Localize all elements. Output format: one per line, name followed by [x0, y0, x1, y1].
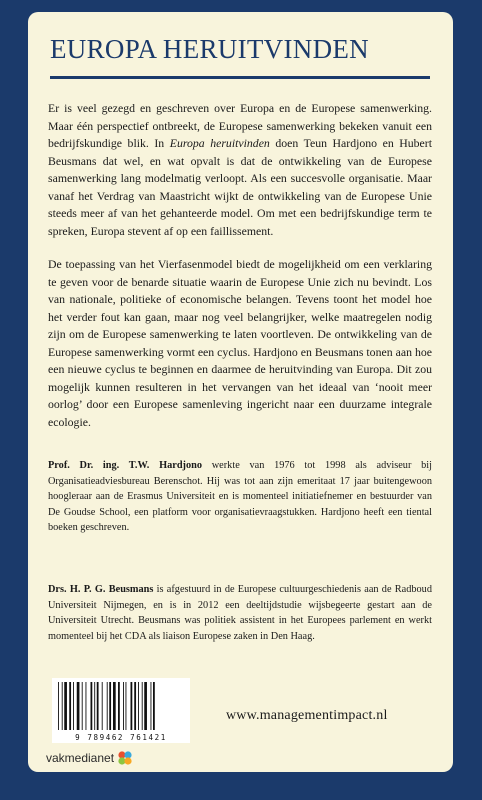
barcode-bar [77, 682, 80, 730]
barcode-bar [69, 682, 71, 730]
barcode-bar [73, 682, 74, 730]
barcode-bar [113, 682, 116, 730]
blurb-paragraph-1: Er is veel gezegd en geschreven over Europa en de Europese samenwerking. Maar één perspectief ontbreekt, de Europese samenwerking bekeken vanuit een bedrijfskundige blik. In Europa heruitvinden doen Teun Hardjono en Hubert Beusmans dat wel, en wat opvalt is dat de ontwikkeling van de Europese samenwerking lang modelmatig verloopt. Als een succesvolle organisatie. Maar vanaf het Verdrag van Maastricht wijkt de ontwikkeling van de Europese Unie steeds meer af van het gehanteerde model. Om met een bedrijfskundige term te spreken, Europa stevent af op een faillissement. [48, 101, 432, 238]
barcode-bar [153, 682, 155, 730]
barcode-bar [94, 682, 95, 730]
barcode-bar [118, 682, 120, 730]
publisher-logo [46, 750, 133, 766]
blurb [48, 100, 432, 447]
barcode-bar [131, 682, 133, 730]
author-bio-hardjono: Prof. Dr. ing. T.W. Hardjono werkte van 1976 tot 1998 als adviseur bij Organisatieadviesbureau Berenschot. Hij was tot aan zijn emeritaat 17 jaar buitengewoon hoogleraar aan de Erasmus Universiteit en is momenteel initiatiefnemer en bestuurder van De Goudse School, een platform voor organisatievraagstukken. Hardjono heeft een tiental boeken geschreven. [48, 460, 432, 533]
barcode-bar [86, 682, 87, 730]
barcode-bar [142, 682, 143, 730]
barcode-bar [138, 682, 139, 730]
author-name: Drs. H. P. G. Beusmans [48, 584, 154, 595]
publisher-website: www.managementimpact.nl [226, 708, 388, 723]
publisher-logo-icon [117, 750, 133, 766]
isbn-number: 9 789462 761421 [75, 733, 167, 742]
barcode-bar [144, 682, 147, 730]
barcode-bar [97, 682, 99, 730]
barcode-bar [82, 682, 83, 730]
barcode-bar [123, 682, 124, 730]
author-name: Prof. Dr. ing. T.W. Hardjono [48, 460, 203, 471]
barcode-bar [102, 682, 103, 730]
barcode-bar [91, 682, 93, 730]
barcode-bars [52, 678, 190, 732]
book-title-italic: Europa heruitvinden [169, 136, 270, 150]
barcode-bar [126, 682, 127, 730]
author-bio-beusmans: Drs. H. P. G. Beusmans is afgestuurd in de Europese cultuurgeschiedenis aan de Radboud Universiteit Nijmegen, en is in 2012 een deeltijdstudie wijsbegeerte gestart aan de Universiteit Utrecht. Beusmans was politiek assistent in het Europees parlement en werkt momenteel bij het CDA als liaison Europese zaken in Den Haag. [48, 584, 432, 642]
barcode-bar [107, 682, 108, 730]
barcode-bar [109, 682, 111, 730]
book-title: EUROPA HERUITVINDEN [50, 34, 369, 64]
isbn-barcode [52, 678, 190, 743]
barcode-bar [64, 682, 67, 730]
barcode-bar [151, 682, 152, 730]
back-cover-panel [28, 12, 453, 772]
blurb-paragraph-2: De toepassing van het Vierfasenmodel biedt de mogelijkheid om een verklaring te geven voor de benarde situatie waarin de Europese Unie zich nu bevindt. Los van nationale, politieke of economische belangen. Tevens toont het model hoe het verder fout kan gaan, maar nog veel belangrijker, welke maatregelen nodig zijn om de Europese samenwerking te laten voortleven. De ontwikkeling van de Europese samenwerking vormt een cyclus. Hardjono en Beusmans tonen aan hoe een nieuwe cyclus te beginnen en daarmee de heruitvinding van Europa. Dit zou mogelijk kunnen resulteren in het vervangen van het ideaal van ‘nooit meer oorlog’ door een Europese samenleving ingericht naar een duurzame integrale ecologie. [48, 257, 432, 429]
publisher-name: vakmedianet [46, 751, 115, 765]
barcode-bar [134, 682, 136, 730]
barcode-bar [58, 682, 59, 730]
barcode-bar [62, 682, 63, 730]
title-rule [50, 76, 430, 79]
